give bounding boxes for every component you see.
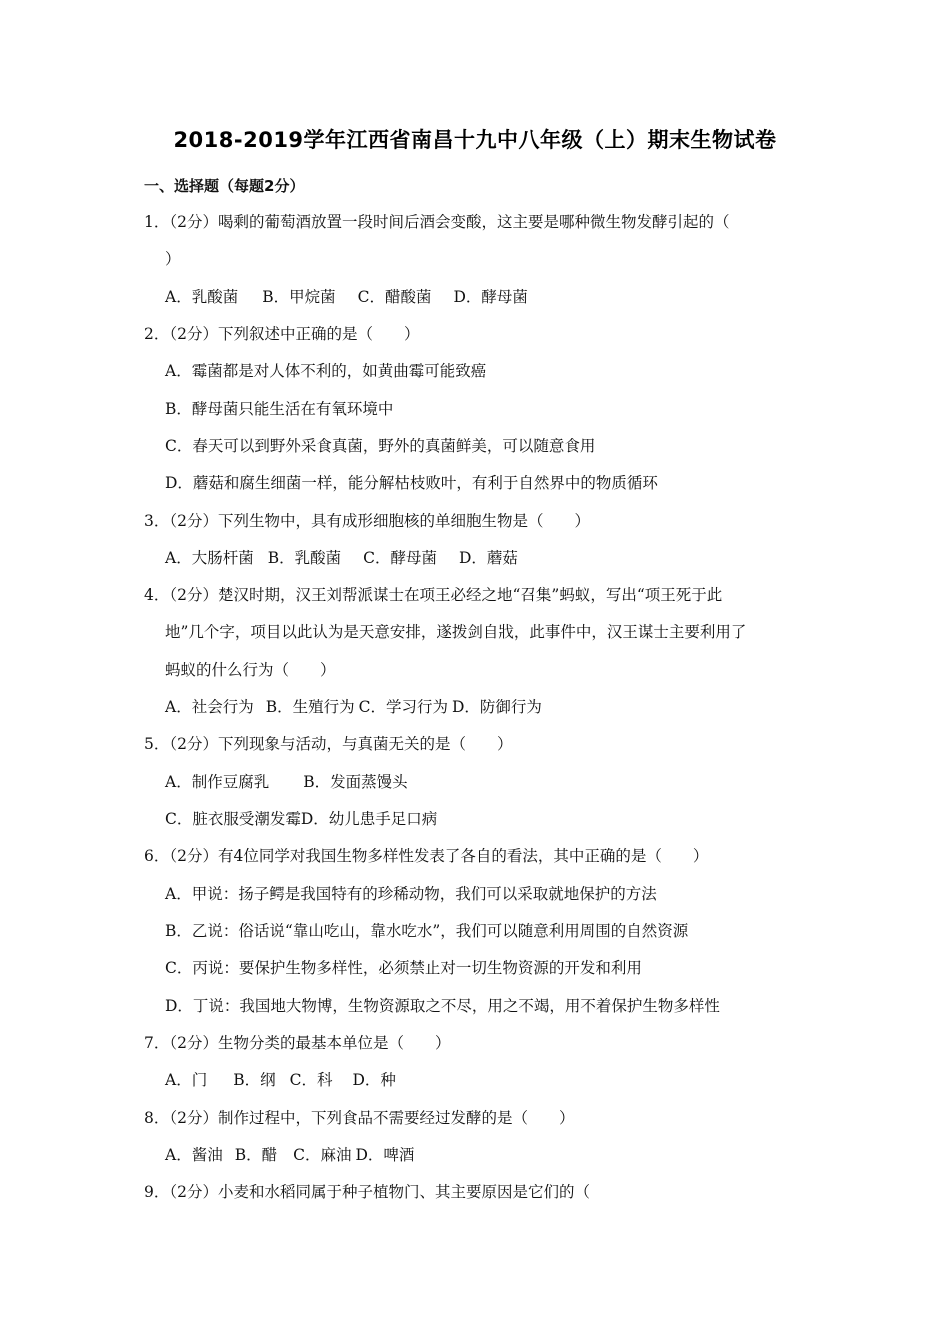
- option-d: D．防御行为: [451, 698, 542, 716]
- question-6-option-c: C．丙说：要保护生物多样性，必须禁止对一切生物资源的开发和利用: [165, 959, 642, 977]
- option-d: D．蘑菇: [458, 549, 518, 567]
- option-c: C．麻油: [293, 1146, 352, 1164]
- question-6-option-a: A．甲说：扬子鳄是我国特有的珍稀动物，我们可以采取就地保护的方法: [165, 885, 657, 903]
- question-2-option-a: A．霉菌都是对人体不利的，如黄曲霉可能致癌: [165, 362, 487, 380]
- option-b: B．生殖行为: [265, 698, 355, 716]
- option-c: C．醋酸菌: [357, 288, 432, 306]
- option-a: A．乳酸菌: [165, 288, 239, 306]
- question-4-line-3: 蚂蚁的什么行为（ ）: [165, 661, 336, 679]
- option-d: D．啤酒: [355, 1146, 415, 1164]
- option-a: A．制作豆腐乳: [165, 773, 270, 791]
- section-heading: 一、选择题（每题2分）: [144, 177, 305, 195]
- question-2-line-1: 2．（2分）下列叙述中正确的是（ ）: [144, 325, 420, 343]
- question-6-line-1: 6．（2分）有4位同学对我国生物多样性发表了各自的看法，其中正确的是（ ）: [144, 847, 709, 865]
- question-2-option-b: B．酵母菌只能生活在有氧环境中: [165, 400, 394, 418]
- question-1-line-1: 1．（2分）喝剩的葡萄酒放置一段时间后酒会变酸，这主要是哪种微生物发酵引起的（: [144, 213, 730, 231]
- page-title: 2018-2019学年江西省南昌十九中八年级（上）期末生物试卷: [173, 128, 777, 152]
- question-4-line-1: 4．（2分）楚汉时期，汉王刘帮派谋士在项王必经之地“召集”蚂蚁，写出“项王死于此: [144, 586, 723, 604]
- question-2-option-d: D．蘑菇和腐生细菌一样，能分解枯枝败叶，有利于自然界中的物质循环: [165, 474, 658, 492]
- option-d: D．酵母菌: [453, 288, 528, 306]
- question-5-options-row-2: [165, 809, 437, 829]
- option-a: A．社会行为: [165, 698, 254, 716]
- question-5-options-row-1: [165, 772, 408, 792]
- option-c: C．酵母菌: [363, 549, 437, 567]
- option-d: D．幼儿患手足口病: [300, 810, 438, 828]
- question-6-option-b: B．乙说：俗话说“靠山吃山，靠水吃水”，我们可以随意利用周围的自然资源: [165, 922, 689, 940]
- option-a: A．门: [165, 1071, 208, 1089]
- question-6-option-d: D．丁说：我国地大物博，生物资源取之不尽，用之不竭，用不着保护生物多样性: [165, 997, 720, 1015]
- option-b: B．发面蒸馒头: [303, 773, 408, 791]
- option-c: C．脏衣服受潮发霉: [165, 810, 301, 828]
- question-5-line-1: 5．（2分）下列现象与活动，与真菌无关的是（ ）: [144, 735, 513, 753]
- question-4-options: [165, 697, 542, 717]
- question-2-option-c: C．春天可以到野外采食真菌，野外的真菌鲜美，可以随意食用: [165, 437, 596, 455]
- question-7-line-1: 7．（2分）生物分类的最基本单位是（ ）: [144, 1034, 451, 1052]
- question-1-options: [165, 287, 528, 307]
- option-c: C．学习行为: [358, 698, 448, 716]
- option-b: B．醋: [234, 1146, 278, 1164]
- option-d: D．种: [352, 1071, 396, 1089]
- option-a: A．大肠杆菌: [165, 549, 254, 567]
- question-1-line-2: ）: [165, 250, 181, 268]
- option-a: A．酱油: [165, 1146, 223, 1164]
- question-3-options: [165, 548, 518, 568]
- option-b: B．甲烷菌: [262, 288, 336, 306]
- option-b: B．纲: [233, 1071, 276, 1089]
- question-3-line-1: 3．（2分）下列生物中，具有成形细胞核的单细胞生物是（ ）: [144, 512, 590, 530]
- question-4-line-2: 地”几个字，项目以此认为是天意安排，遂拨剑自戕，此事件中，汉王谋士主要利用了: [165, 623, 747, 641]
- question-7-options: [165, 1070, 396, 1090]
- option-b: B．乳酸菌: [267, 549, 342, 567]
- question-9-line-1: 9．（2分）小麦和水稻同属于种子植物门、其主要原因是它们的（: [144, 1183, 590, 1201]
- question-8-line-1: 8．（2分）制作过程中，下列食品不需要经过发酵的是（ ）: [144, 1109, 575, 1127]
- option-c: C．科: [289, 1071, 333, 1089]
- question-8-options: [165, 1145, 414, 1165]
